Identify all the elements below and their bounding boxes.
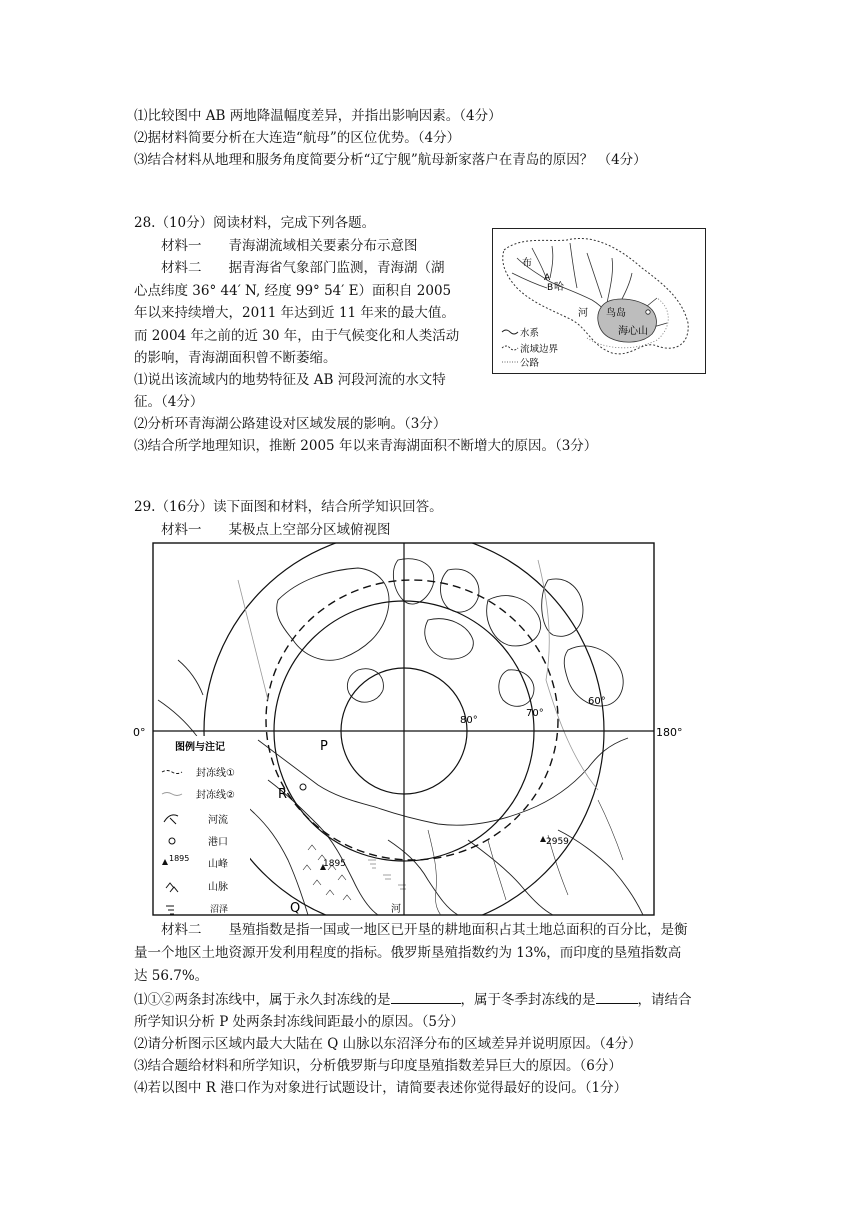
legend-marsh-label: 沼泽 xyxy=(210,905,229,915)
q28-sub3: ⑶结合所学地理知识，推断 2005 年以来青海湖面积不断增大的原因。（3分） xyxy=(134,438,598,454)
q27-sub2: ⑵据材料简要分析在大连造“航母”的区位优势。（4分） xyxy=(134,130,461,146)
q28-material2-line1: 材料二 据青海省气象部门监测，青海湖（湖 xyxy=(161,260,445,276)
qinghai-lake-map xyxy=(492,228,706,374)
q28-material2-line4: 而 2004 年之前的近 30 年，由于气候变化和人类活动 xyxy=(134,328,460,344)
q29-sub1 xyxy=(134,989,692,1010)
label-a: A xyxy=(544,273,551,283)
point-p-label: P xyxy=(320,739,328,754)
legend-river-label: 水系 xyxy=(520,328,540,339)
q29-sub4: ⑷若以图中 R 港口作为对象进行试题设计，请简要表述你觉得最好的设问。（1分） xyxy=(134,1080,628,1096)
q29-header: 29.（16分）读下面图和材料，结合所学知识回答。 xyxy=(134,499,443,515)
peak-2959-label: 2959 xyxy=(546,837,569,847)
legend-freeze2-label: 封冻线② xyxy=(196,790,235,801)
lat-label-80: 80° xyxy=(460,715,478,726)
qinghai-map-legend xyxy=(502,327,559,369)
answer-blank-winter[interactable] xyxy=(596,989,638,1004)
q29-material2-line3: 达 56.7%。 xyxy=(134,968,209,984)
legend-port-icon xyxy=(169,838,175,844)
q29-material2-line2: 量一个地区土地资源开发利用程度的指标。俄罗斯垦殖指数约为 13%，而印度的垦殖指数高 xyxy=(134,945,682,961)
label-ha: 哈 xyxy=(554,282,564,293)
point-r-label: R xyxy=(278,787,288,802)
q29-sub1-part-b: ，属于冬季封冻线的是 xyxy=(460,992,596,1008)
label-b: B xyxy=(547,283,554,293)
q28-sub1: ⑴说出该流域内的地势特征及 AB 河段河流的水文特 xyxy=(134,372,446,388)
q28-header: 28.（10分）阅读材料，完成下列各题。 xyxy=(134,215,376,231)
legend-river-icon xyxy=(502,330,518,334)
q27-sub1: ⑴比较图中 AB 两地降温幅度差异，并指出影响因素。（4分） xyxy=(134,108,502,124)
legend-mountain-label: 山脉 xyxy=(208,882,228,893)
freeze-line-2 xyxy=(238,560,598,790)
q29-sub3: ⑶结合题给材料和所学知识，分析俄罗斯与印度垦殖指数差异巨大的原因。（6分） xyxy=(134,1058,622,1074)
q29-sub1-part-c: ，请结合 xyxy=(637,992,692,1008)
rivers xyxy=(428,800,623,918)
point-q-label: Q xyxy=(290,901,301,916)
peak-1895-label: 1895 xyxy=(323,859,346,869)
lon-label-0: 0° xyxy=(133,726,146,739)
mountain-range-q xyxy=(303,845,351,900)
legend-boundary-icon xyxy=(502,346,518,350)
legend-boundary-label: 流域边界 xyxy=(520,344,559,355)
answer-blank-permanent[interactable] xyxy=(391,989,461,1004)
q29-sub1-cont: 所学知识分析 P 处两条封冻线间距最小的原因。（5分） xyxy=(134,1014,465,1030)
lon-label-180: 180° xyxy=(656,726,683,739)
q28-sub1-cont: 征。（4分） xyxy=(134,394,204,410)
q28-material1: 材料一 青海湖流域相关要素分布示意图 xyxy=(161,238,418,254)
lat-label-60: 60° xyxy=(588,696,606,707)
island-marker xyxy=(646,310,650,314)
q29-sub1-part-a: ⑴①②两条封冻线中，属于永久封冻线的是 xyxy=(134,992,391,1008)
legend-road-label: 公路 xyxy=(520,358,540,369)
legend-port-label: 港口 xyxy=(208,837,228,848)
port-r-icon xyxy=(300,784,306,790)
label-he: 河 xyxy=(578,308,588,319)
river-hint-label: 河 xyxy=(391,904,401,915)
label-niaodao: 鸟岛 xyxy=(606,308,626,319)
lat-label-70: 70° xyxy=(526,708,544,719)
q28-material2-line2: 心点纬度 36° 44′ N, 经度 99° 54′ E）面积自 2005 xyxy=(134,283,452,299)
legend-title: 图例与注记 xyxy=(175,742,225,753)
label-bu: 布 xyxy=(522,258,532,269)
legend-freeze1-label: 封冻线① xyxy=(196,768,235,779)
q28-material2-line5: 的影响，青海湖面积曾不断萎缩。 xyxy=(134,350,337,366)
q27-sub3: ⑶结合材料从地理和服务角度简要分析“辽宁舰”航母新家落户在青岛的原因？ （4分） xyxy=(134,152,647,168)
q29-material1: 材料一 某极点上空部分区域俯视图 xyxy=(161,522,391,538)
legend-river-label2: 河流 xyxy=(208,815,228,826)
legend-peak-value: 1895 xyxy=(169,854,190,863)
q28-material2-line3: 年以来持续增大，2011 年达到近 11 年来的最大值。 xyxy=(134,305,455,321)
q29-material2-line1: 材料二 垦殖指数是指一国或一地区已开垦的耕地面积占其土地总面积的百分比，是衡 xyxy=(161,922,688,938)
legend-peak-label: 山峰 xyxy=(208,859,228,870)
polar-view-map xyxy=(128,540,688,920)
label-haixinshan: 海心山 xyxy=(618,326,648,337)
q28-sub2: ⑵分析环青海湖公路建设对区域发展的影响。（3分） xyxy=(134,416,447,432)
marsh-area xyxy=(368,860,406,889)
polar-map-legend xyxy=(154,736,250,915)
q29-sub2: ⑵请分析图示区域内最大大陆在 Q 山脉以东沼泽分布的区域差异并说明原因。（4分） xyxy=(134,1036,642,1052)
